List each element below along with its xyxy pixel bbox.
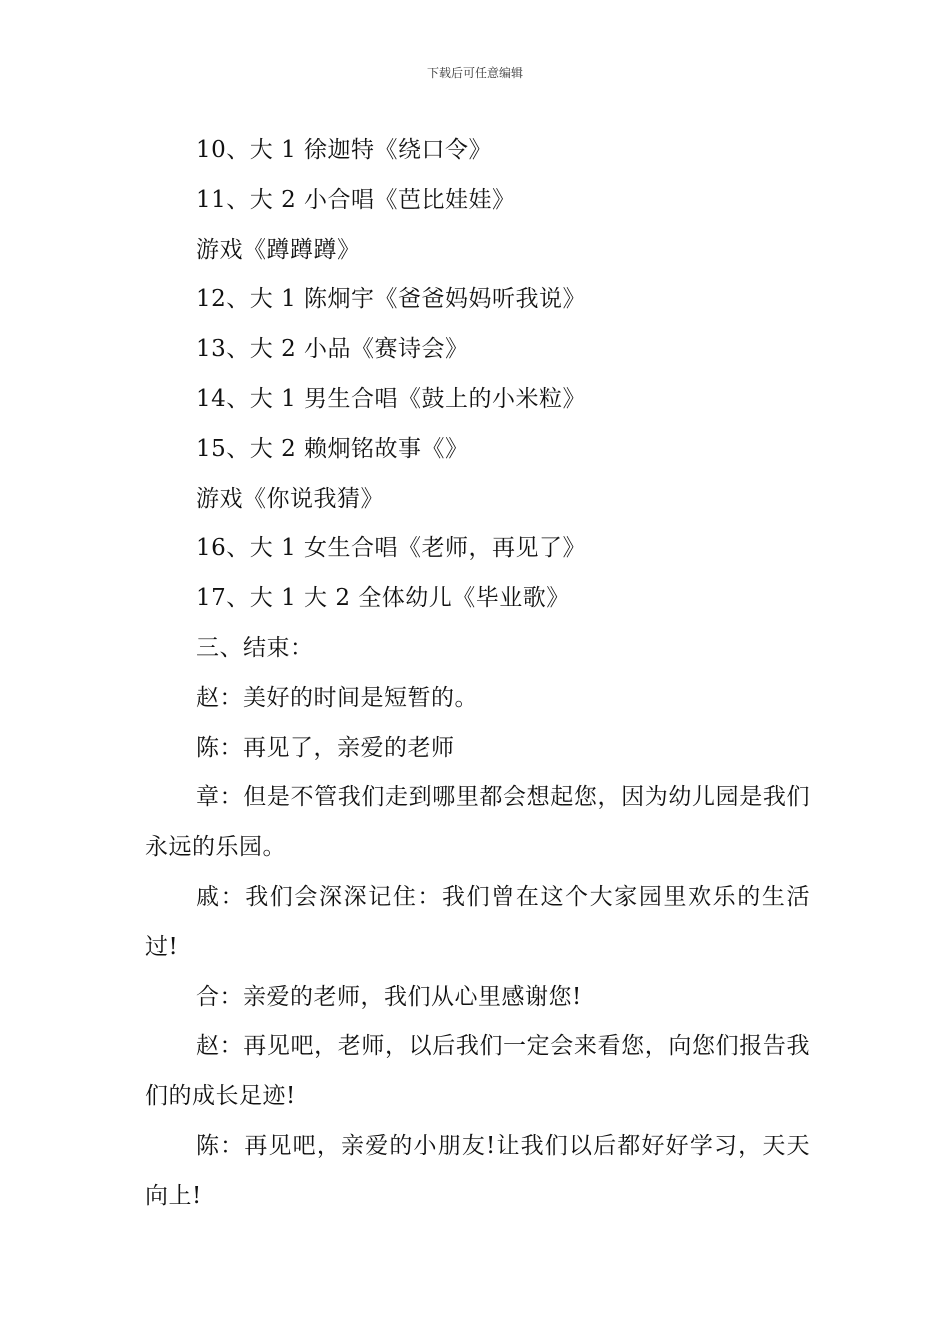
dialogue-line: 赵：美好的时间是短暂的。 <box>196 684 478 711</box>
dialogue-paragraph: 章：但是不管我们走到哪里都会想起您，因为幼儿园是我们永远的乐园。 <box>145 784 810 861</box>
program-item-17: 17、大 1 大 2 全体幼儿《毕业歌》 <box>196 585 570 612</box>
program-item-15: 15、大 2 赖炯铭故事《》 <box>196 435 469 462</box>
dialogue-paragraph: 合：亲爱的老师，我们从心里感谢您! <box>196 983 582 1010</box>
document-body <box>145 126 810 1222</box>
program-item-16: 16、大 1 女生合唱《老师，再见了》 <box>196 535 587 562</box>
section-heading-ending: 三、结束： <box>196 634 314 661</box>
program-item-10: 10、大 1 徐迦特《绕口令》 <box>196 137 493 163</box>
program-item-13: 13、大 2 小品《赛诗会》 <box>196 336 469 363</box>
page-header: 下载后可任意编辑 <box>426 66 523 80</box>
program-item-11: 11、大 2 小合唱《芭比娃娃》 <box>196 186 516 213</box>
dialogue-paragraph: 赵：再见吧，老师，以后我们一定会来看您，向您们报告我们的成长足迹! <box>145 1033 810 1110</box>
game-item-1: 游戏《蹲蹲蹲》 <box>196 236 361 263</box>
dialogue-paragraph: 戚：我们会深深记住：我们曾在这个大家园里欢乐的生活过! <box>145 883 810 960</box>
dialogue-line: 陈：再见了，亲爱的老师 <box>196 734 455 761</box>
game-item-2: 游戏《你说我猜》 <box>196 485 384 512</box>
program-item-14: 14、大 1 男生合唱《鼓上的小米粒》 <box>196 385 587 412</box>
dialogue-paragraph: 陈：再见吧，亲爱的小朋友!让我们以后都好好学习，天天向上! <box>145 1132 810 1209</box>
program-item-12: 12、大 1 陈炯宇《爸爸妈妈听我说》 <box>196 286 587 313</box>
